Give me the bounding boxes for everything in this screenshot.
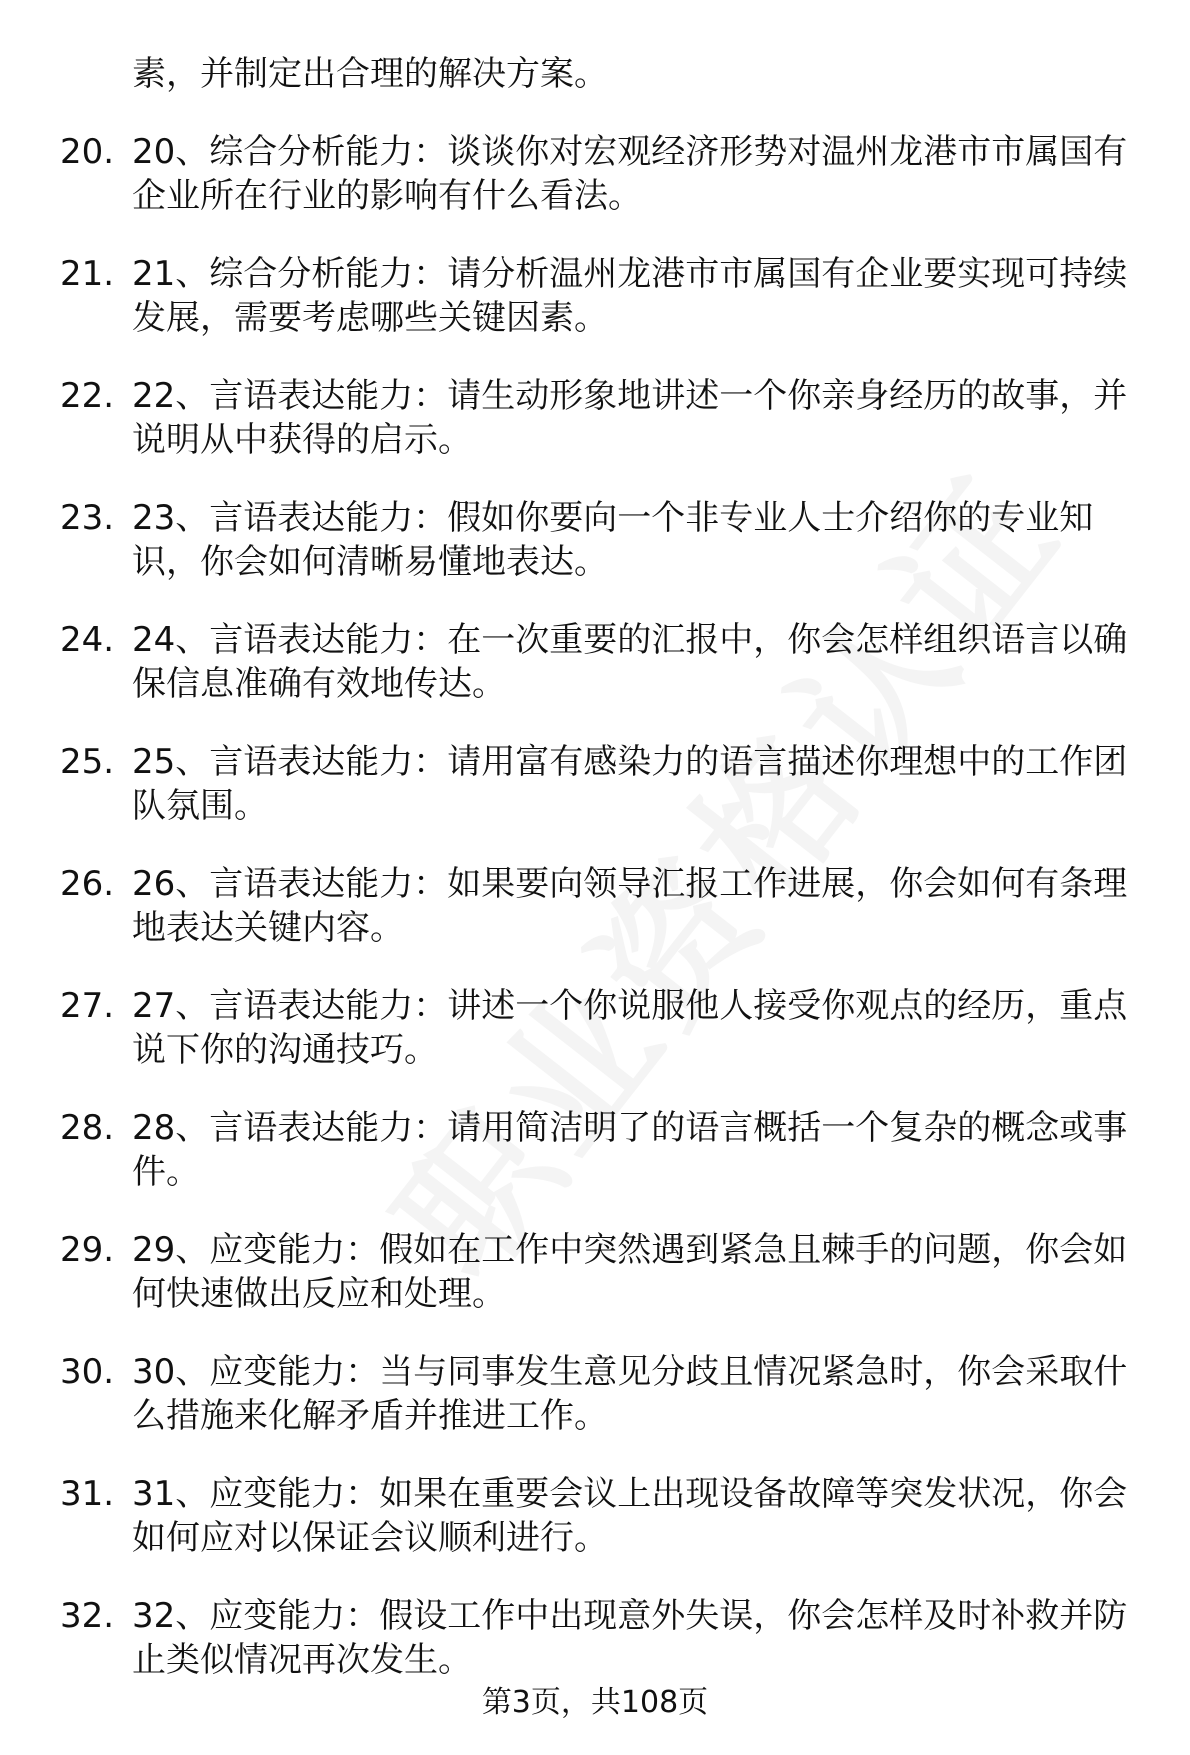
item-text: 21、综合分析能力：请分析温州龙港市市属国有企业要实现可持续发展，需要考虑哪些关键因素。 xyxy=(132,254,1128,338)
list-item xyxy=(60,1472,1160,1560)
item-number: 26. xyxy=(60,864,115,904)
item-number: 24. xyxy=(60,620,115,660)
list-item xyxy=(60,1350,1160,1438)
item-text: 26、言语表达能力：如果要向领导汇报工作进展，你会如何有条理地表达关键内容。 xyxy=(132,864,1128,948)
item-number: 20. xyxy=(60,132,115,172)
item-text: 20、综合分析能力：谈谈你对宏观经济形势对温州龙港市市属国有企业所在行业的影响有什么看法。 xyxy=(132,132,1128,216)
item-number: 25. xyxy=(60,742,115,782)
list-item xyxy=(60,374,1160,462)
item-number: 29. xyxy=(60,1230,115,1270)
list-item xyxy=(60,740,1160,828)
list-item xyxy=(60,496,1160,584)
item-number: 27. xyxy=(60,986,115,1026)
item-number: 22. xyxy=(60,376,115,416)
item-text: 29、应变能力：假如在工作中突然遇到紧急且棘手的问题，你会如何快速做出反应和处理。 xyxy=(132,1230,1128,1314)
item-text: 32、应变能力：假设工作中出现意外失误，你会怎样及时补救并防止类似情况再次发生。 xyxy=(132,1596,1128,1680)
list-item xyxy=(60,252,1160,340)
item-number: 31. xyxy=(60,1474,115,1514)
item-number: 28. xyxy=(60,1108,115,1148)
question-list xyxy=(60,52,1160,1716)
list-item xyxy=(60,618,1160,706)
item-text: 23、言语表达能力：假如你要向一个非专业人士介绍你的专业知识，你会如何清晰易懂地表达。 xyxy=(132,498,1094,582)
continuation-text: 素，并制定出合理的解决方案。 xyxy=(132,54,608,94)
page-footer: 第3页，共108页 xyxy=(481,1685,709,1720)
list-item xyxy=(60,1228,1160,1316)
list-item xyxy=(60,1594,1160,1682)
item-number: 32. xyxy=(60,1596,115,1636)
item-text: 22、言语表达能力：请生动形象地讲述一个你亲身经历的故事，并说明从中获得的启示。 xyxy=(132,376,1128,460)
list-item xyxy=(60,1106,1160,1194)
list-item xyxy=(60,130,1160,218)
item-text: 24、言语表达能力：在一次重要的汇报中，你会怎样组织语言以确保信息准确有效地传达。 xyxy=(132,620,1128,704)
item-text: 28、言语表达能力：请用简洁明了的语言概括一个复杂的概念或事件。 xyxy=(132,1108,1128,1192)
item-text: 25、言语表达能力：请用富有感染力的语言描述你理想中的工作团队氛围。 xyxy=(132,742,1128,826)
item-text: 30、应变能力：当与同事发生意见分歧且情况紧急时，你会采取什么措施来化解矛盾并推进工作。 xyxy=(132,1352,1128,1436)
item-text: 27、言语表达能力：讲述一个你说服他人接受你观点的经历，重点说下你的沟通技巧。 xyxy=(132,986,1128,1070)
item-number: 30. xyxy=(60,1352,115,1392)
item-number: 23. xyxy=(60,498,115,538)
list-item xyxy=(60,984,1160,1072)
item-text: 31、应变能力：如果在重要会议上出现设备故障等突发状况，你会如何应对以保证会议顺利进行。 xyxy=(132,1474,1128,1558)
item-number: 21. xyxy=(60,254,115,294)
list-item xyxy=(60,862,1160,950)
